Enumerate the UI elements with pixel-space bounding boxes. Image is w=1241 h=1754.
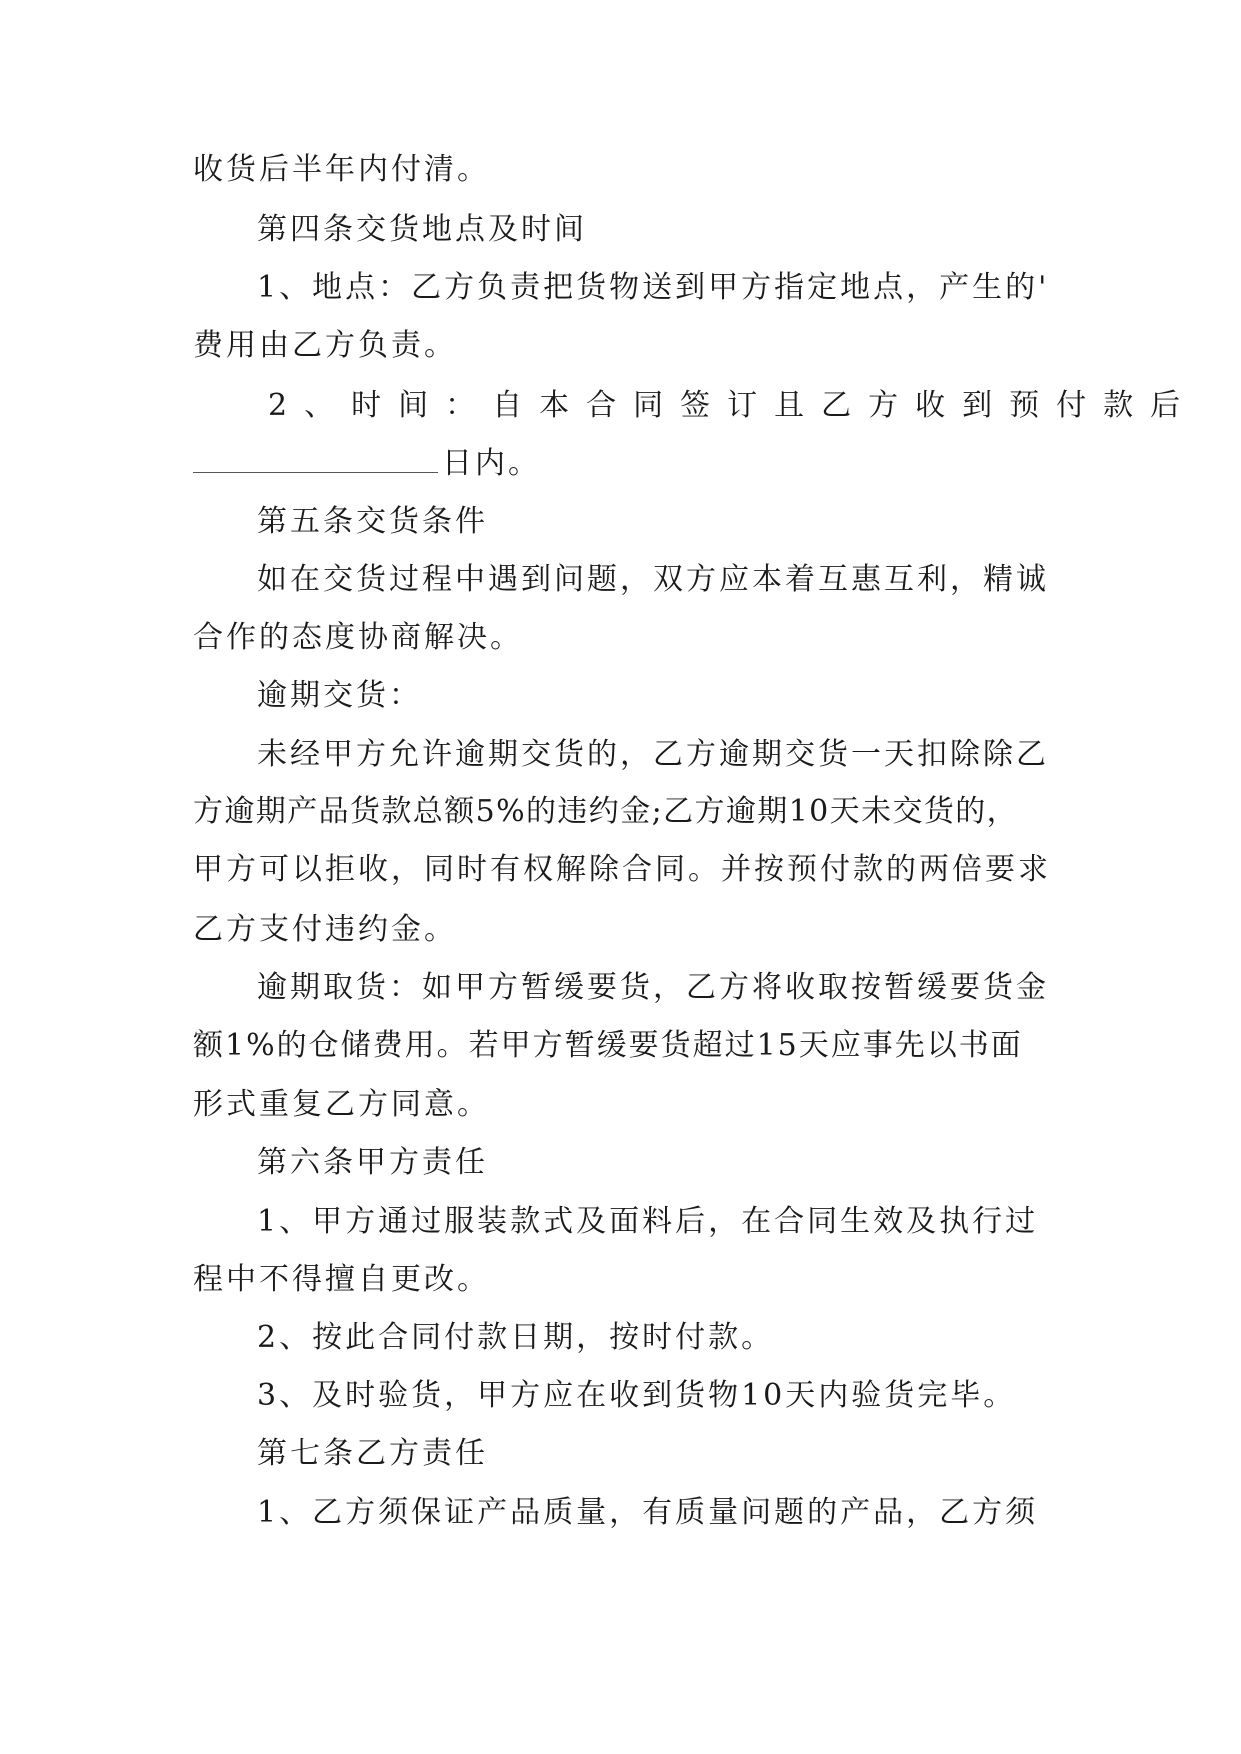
text-line-14: 乙方支付违约金。 — [193, 912, 457, 947]
section-heading-4: 第四条交货地点及时间 — [257, 212, 587, 247]
text-line-3: 1、地点：乙方负责把货物送到甲方指定地点，产生的' — [257, 270, 1050, 305]
text-line-20: 程中不得擅自更改。 — [193, 1262, 490, 1297]
text-line-5: 2、时间：自本合同签订且乙方收到预付款后 — [268, 388, 1198, 423]
text-line-6 — [193, 444, 1053, 484]
text-line-19: 1、甲方通过服装款式及面料后，在合同生效及执行过 — [257, 1204, 1039, 1239]
text-line-12: 方逾期产品货款总额5%的违约金;乙方逾期10天未交货的， — [193, 794, 1019, 829]
text-line-6-text: 日内。 — [442, 446, 541, 481]
fill-in-blank — [193, 446, 438, 473]
text-line-10: 逾期交货： — [257, 678, 422, 713]
text-line-15: 逾期取货：如甲方暂缓要货，乙方将收取按暂缓要货金 — [257, 970, 1049, 1005]
text-line-17: 形式重复乙方同意。 — [193, 1087, 490, 1122]
text-line-13: 甲方可以拒收，同时有权解除合同。并按预付款的两倍要求 — [193, 852, 1051, 887]
section-heading-7: 第七条乙方责任 — [257, 1436, 488, 1471]
text-line-22: 3、及时验货，甲方应在收到货物10天内验货完毕。 — [257, 1378, 1017, 1413]
text-line-24: 1、乙方须保证产品质量，有质量问题的产品，乙方须 — [257, 1495, 1039, 1530]
text-line-4: 费用由乙方负责。 — [193, 328, 457, 363]
text-line-16: 额1%的仓储费用。若甲方暂缓要货超过15天应事先以书面 — [193, 1028, 1023, 1063]
text-line-11: 未经甲方允许逾期交货的，乙方逾期交货一天扣除除乙 — [257, 737, 1049, 772]
text-line-8: 如在交货过程中遇到问题，双方应本着互惠互利，精诚 — [257, 562, 1049, 597]
text-line-1: 收货后半年内付清。 — [193, 152, 490, 187]
section-heading-6: 第六条甲方责任 — [257, 1145, 488, 1180]
text-line-21: 2、按此合同付款日期，按时付款。 — [257, 1320, 775, 1355]
text-line-9: 合作的态度协商解决。 — [193, 620, 523, 655]
section-heading-5: 第五条交货条件 — [257, 504, 488, 539]
